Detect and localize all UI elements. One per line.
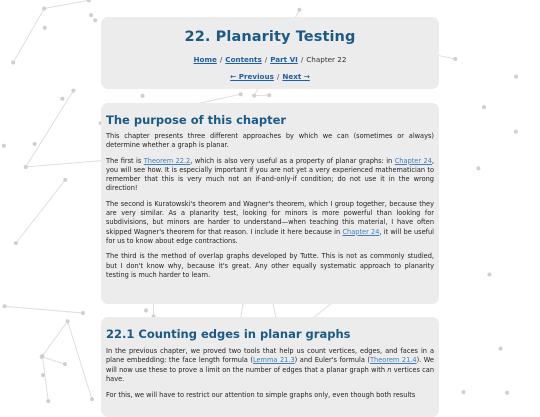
text: The second is Kuratowski's theorem and Wagner's theorem, which I group together, because they are very similar. As a planarity test, looking for minors is more powerful than looking for subdivisions, but minors are harder to understand—when teaching this material, I have often skipped Wagner's theorem for that reason. I include it here because in — [106, 200, 434, 236]
background-edge — [16, 180, 65, 243]
breadcrumb — [101, 55, 439, 65]
chapter-header — [101, 17, 439, 89]
chapter-nav — [101, 72, 439, 82]
background-node — [144, 308, 148, 312]
background-edge — [42, 321, 67, 356]
chapter-24-link[interactable]: Chapter 24 — [342, 228, 379, 236]
paragraph: This chapter presents three different approaches by which we can (sometimes or always) determine whether a graph is planar. — [106, 132, 434, 151]
background-node — [24, 165, 28, 169]
background-node — [63, 178, 67, 182]
background-node — [93, 18, 97, 22]
theorem-22-2-link[interactable]: Theorem 22.2 — [144, 157, 190, 165]
background-node — [89, 13, 93, 17]
background-node — [3, 304, 7, 308]
background-edge — [5, 306, 83, 313]
paragraph — [106, 200, 434, 246]
background-node — [42, 7, 46, 11]
section-counting-edges — [101, 317, 439, 417]
background-node — [87, 0, 91, 2]
background-node — [252, 94, 256, 98]
lemma-21-3-link[interactable]: Lemma 21.3 — [253, 356, 295, 364]
breadcrumb-separator: / — [298, 55, 306, 64]
background-node — [41, 373, 45, 377]
background-node — [239, 92, 243, 96]
paragraph: The third is the method of overlap graphs developed by Tutte. This is not as commonly studied, but I don't know why, because it's great. Any other equally systematic approach to planarity testing is much harder to learn. — [106, 252, 434, 280]
background-node — [453, 57, 457, 61]
text: , it will be useful for us to know about edge contractions. — [106, 228, 434, 245]
background-edge — [26, 91, 74, 167]
background-node — [267, 93, 271, 97]
background-node — [514, 130, 518, 134]
background-node — [40, 355, 44, 359]
background-node — [46, 399, 50, 403]
theorem-21-4-link[interactable]: Theorem 21.4 — [370, 356, 417, 364]
background-node — [482, 105, 486, 109]
chapter-24-link[interactable]: Chapter 24 — [395, 157, 432, 165]
text: ). We will now use these to prove a limit on the number of edges that a planar graph with — [106, 356, 434, 373]
background-node — [90, 397, 94, 401]
background-node — [505, 391, 509, 395]
background-node — [43, 26, 47, 30]
background-edge — [42, 356, 48, 401]
page-title: 22. Planarity Testing — [101, 17, 439, 46]
background-node — [487, 273, 491, 277]
background-node — [60, 97, 64, 101]
background-edge — [42, 357, 65, 364]
paragraph — [106, 347, 434, 384]
paragraph: For this, we will have to restrict our attention to simple graphs only, even though both results — [106, 391, 434, 400]
text: The first is — [106, 157, 144, 165]
background-node — [63, 362, 67, 366]
text: , you will see how. It is especially important if you are not yet a very experienced mathematician to remember that this is very much not an if-and-only-if condition; do not use it in the wrong direction! — [106, 157, 434, 193]
background-node — [2, 144, 6, 148]
background-node — [71, 89, 75, 93]
background-node — [81, 311, 85, 315]
text: ) and Euler's formula ( — [295, 356, 370, 364]
background-node — [141, 94, 145, 98]
background-edge — [44, 0, 89, 8]
breadcrumb-separator: / — [217, 55, 225, 64]
text: vertices can have. — [106, 366, 434, 383]
breadcrumb-current: Chapter 22 — [306, 55, 346, 64]
background-node — [66, 319, 70, 323]
background-edge — [68, 321, 92, 399]
breadcrumb-home-link[interactable]: Home — [194, 55, 217, 64]
section-heading: 22.1 Counting edges in planar graphs — [106, 317, 434, 341]
breadcrumb-separator: / — [262, 55, 270, 64]
background-node — [33, 142, 37, 146]
background-node — [514, 75, 518, 79]
nav-separator: / — [274, 72, 282, 81]
text: In the previous chapter, we proved two tools that help us count vertices, edges, and faces in a plane embedding: the face length formula ( — [106, 347, 434, 364]
background-node — [499, 346, 503, 350]
background-node — [462, 390, 466, 394]
background-edge — [13, 9, 44, 63]
breadcrumb-contents-link[interactable]: Contents — [225, 55, 261, 64]
breadcrumb-part-link[interactable]: Part VI — [270, 55, 298, 64]
background-node — [297, 8, 301, 12]
section-heading: The purpose of this chapter — [106, 103, 434, 127]
text: , which is also very useful as a property of planar graphs: in — [190, 157, 394, 165]
background-node — [11, 61, 15, 65]
paragraph — [106, 157, 434, 194]
math-n: n — [387, 366, 391, 374]
previous-link[interactable]: ← Previous — [230, 72, 274, 81]
next-link[interactable]: Next → — [282, 72, 310, 81]
section-purpose — [101, 103, 439, 304]
background-node — [476, 166, 480, 170]
background-node — [14, 241, 18, 245]
